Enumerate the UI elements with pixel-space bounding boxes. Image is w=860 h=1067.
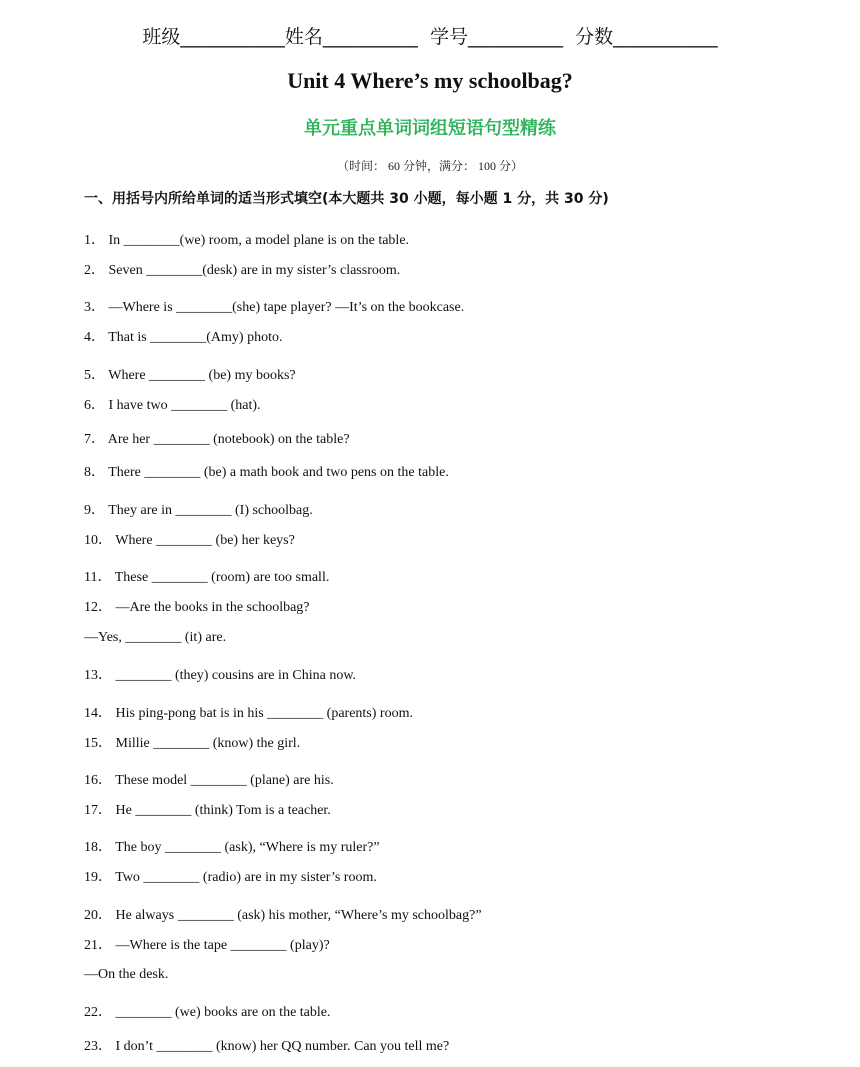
question-10: 10． Where ________ (be) her keys? — [84, 533, 295, 548]
question-2: 2． Seven ________(desk) are in my sister’s classroom. — [84, 263, 401, 278]
name-blank: __________ — [322, 26, 418, 48]
question-18: 18． The boy ________ (ask), “Where is my ruler?” — [84, 840, 380, 855]
section-heading: 一、用括号内所给单词的适当形式填空(本大题共 30 小题，每小题 1 分，共 30 分) — [84, 191, 609, 207]
question-23: 23． I don’t ________ (know) her QQ number. Can you tell me? — [84, 1039, 450, 1054]
question-12: 12． —Are the books in the schoolbag? — [84, 600, 310, 615]
name-label: 姓名 — [284, 26, 323, 48]
student-id-label: 学号 — [430, 26, 469, 48]
question-5: 5． Where ________ (be) my books? — [84, 368, 296, 383]
student-id-blank: __________ — [468, 26, 564, 48]
question-4: 4． That is ________(Amy) photo. — [84, 330, 283, 345]
question-9: 9． They are in ________ (I) schoolbag. — [84, 503, 313, 518]
document-title: Unit 4 Where’s my schoolbag? — [287, 68, 573, 93]
question-11: 11． These ________ (room) are too small. — [84, 570, 330, 585]
question-12-continued: —Yes, ________ (it) are. — [84, 630, 227, 645]
question-13: 13． ________ (they) cousins are in China now. — [84, 668, 357, 683]
student-info-header — [0, 22, 860, 49]
question-20: 20． He always ________ (ask) his mother, “Where’s my schoolbag?” — [84, 908, 482, 923]
exam-timing: （时间： 60 分钟，满分： 100 分） — [336, 159, 523, 173]
question-22: 22． ________ (we) books are on the table. — [84, 1005, 331, 1020]
question-6: 6． I have two ________ (hat). — [84, 398, 261, 413]
class-label: 班级 — [142, 26, 181, 48]
question-1: 1． In ________(we) room, a model plane is on the table. — [84, 233, 410, 248]
score-blank: ___________ — [613, 26, 718, 48]
question-21-continued: —On the desk. — [84, 967, 169, 982]
document-subtitle: 单元重点单词词组短语句型精练 — [304, 118, 556, 139]
question-3: 3． —Where is ________(she) tape player? —It’s on the bookcase. — [84, 300, 465, 315]
question-15: 15． Millie ________ (know) the girl. — [84, 736, 301, 751]
class-blank: ___________ — [180, 26, 285, 48]
question-16: 16． These model ________ (plane) are his. — [84, 773, 334, 788]
question-8: 8． There ________ (be) a math book and two pens on the table. — [84, 465, 449, 480]
score-label: 分数 — [575, 26, 614, 48]
question-19: 19． Two ________ (radio) are in my sister’s room. — [84, 870, 377, 885]
question-21: 21． —Where is the tape ________ (play)? — [84, 938, 330, 953]
question-14: 14． His ping-pong bat is in his ________ (parents) room. — [84, 706, 413, 721]
question-17: 17． He ________ (think) Tom is a teacher. — [84, 803, 331, 818]
question-7: 7． Are her ________ (notebook) on the table? — [84, 432, 350, 447]
